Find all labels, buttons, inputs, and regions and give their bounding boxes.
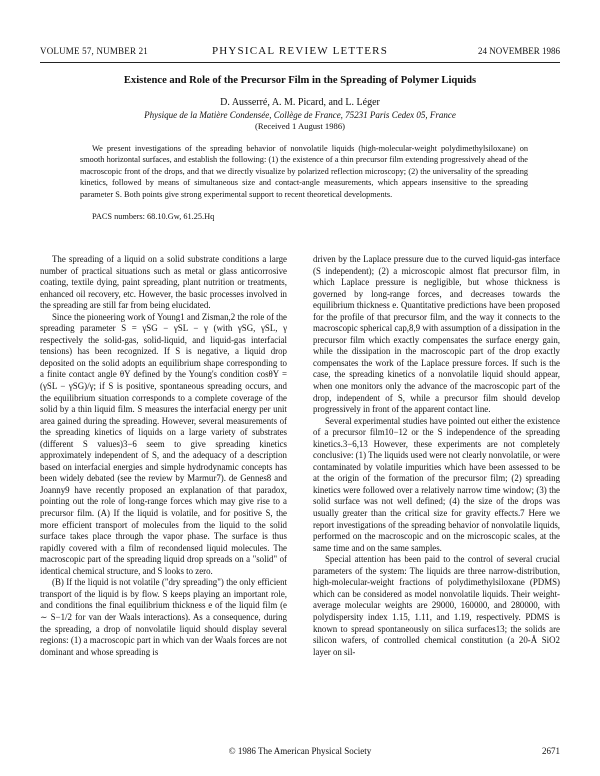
paragraph: driven by the Laplace pressure due to the curved liquid-gas interface (S independent); (2) a microscopic almost flat precursor film, in which Laplace pressure is negligible, but whose thickness is governed by long-range forces, and decreases towards the equilibrium thickness e. Quantitative predictions have been proposed for the profile of that precursor film, and the way it connects to the macroscopic spherical cap,8,9 with assumption of a dissipation in the precursor film which exactly compensates the surface energy gain, while the dissipation in the macroscopic part of the drop exactly compensates the work of the Laplace pressure forces. If such is the case, the spreading kinetics of a nonvolatile liquid should appear, when one monitors only the advance of the macroscopic part of the drop, independent of S, while a precursor film should develop progressively in front of the apparent contact line. <box>313 254 560 415</box>
running-header <box>40 46 560 60</box>
journal-name: PHYSICAL REVIEW LETTERS <box>211 45 389 57</box>
volume-number: VOLUME 57, NUMBER 21 <box>40 46 149 56</box>
header-rule <box>40 62 560 63</box>
paragraph: Since the pioneering work of Young1 and Zisman,2 the role of the spreading parameter S = γSG − γSL − γ (with γSG, γSL, γ respectively the solid-gas, solid-liquid, and liquid-gas interfacial tensions) has been recognized. If S is negative, a liquid drop deposited on the solid adopts an equilibrium shape corresponding to a finite contact angle θY defined by the Young's condition cosθY = (γSL − γSG)/γ; if S is positive, spontaneous spreading occurs, and the equilibrium situation corresponds to a complete coverage of the solid by a thin liquid film. S measures the interfacial energy per unit area gained during the spreading. However, several measurements of the spreading kinetics of liquids on a large variety of substrates (different S values)3−6 seem to give spreading kinetics approximately independent of S, and the adequacy of a description based on interfacial energies and simple hydrodynamic concepts has been widely debated (see the review by Marmur7). de Gennes8 and Joanny9 have recently proposed an explanation of that paradox, pointing out the role of long-range forces which may give rise to a precursor film. (A) If the liquid is volatile, and for positive S, the more efficient transport of molecules from the liquid to the solid surface takes place through the vapor phase. The surface is thus rapidly covered with a film of recondensed liquid molecules. The macroscopic part of the spreading liquid drop spreads on a "solid" of identical chemical structure, and S looks to zero. <box>40 311 287 576</box>
paragraph: Several experimental studies have pointed out either the existence of a precursor film10−12 or the S independence of the spreading kinetics.3−6,13 However, these experiments are not completely conclusive: (1) The liquids used were not clearly nonvolatile, or were contaminated by volatile impurities which have been assessed to be at the origin of the formation of the precursor film; (2) spreading kinetics were followed over a relatively narrow time window; (3) the solid surface was not well defined; (4) the size of the drops was usually greater than the critical size for gravity effects.7 Here we report investigations of the spreading behavior of nonvolatile liquids, performed on the macroscopic and on the microscopic scales, at the same time and on the same samples. <box>313 415 560 553</box>
issue-date: 24 NOVEMBER 1986 <box>477 46 560 56</box>
copyright-notice: © 1986 The American Physical Society <box>228 746 372 756</box>
received-date: (Received 1 August 1986) <box>255 121 345 131</box>
author-list: D. Ausserré, A. M. Picard, and L. Léger <box>220 97 380 108</box>
affiliation: Physique de la Matière Condensée, Collège de France, 75231 Paris Cedex 05, France <box>144 110 456 120</box>
paragraph: The spreading of a liquid on a solid substrate conditions a large number of practical situations such as metal or glass anticorrosive coating, textile dying, paint spreading, plant nutrition or treatments, enhanced oil recovery, etc. However, the basic processes involved in the spreading are still far from being elucidated. <box>40 254 287 311</box>
right-column <box>313 254 560 658</box>
paper-title: Existence and Role of the Precursor Film in the Spreading of Polymer Liquids <box>123 75 477 86</box>
page-number: 2671 <box>542 746 560 756</box>
left-column <box>40 254 287 658</box>
abstract: We present investigations of the spreading behavior of nonvolatile liquids (high-molecular-weight polydimethylsiloxane) on smooth horizontal surfaces, and establish the following: (1) the existence of a thin precursor film extending progressively ahead of the macroscopic front of the drops, and that we directly visualize by polarized reflection microscopy; (2) the universality of the spreading kinetics, followed by means of simultaneous size and contact-angle measurements, which appears insensitive to the spreading parameter S. Both points give strong experimental support to recent theoretical developments. <box>80 144 528 199</box>
pacs-numbers: PACS numbers: 68.10.Gw, 61.25.Hq <box>92 212 215 221</box>
paragraph: (B) If the liquid is not volatile ("dry spreading") the only efficient transport of the liquid is by flow. S keeps playing an important role, and conditions the final equilibrium thickness e of the liquid film (e ∼ S−1/2 for van der Waals interactions). As a consequence, during the spreading, a drop of nonvolatile liquid should display several regions: (1) a macroscopic part in which van der Waals forces are not dominant and whose spreading is <box>40 577 287 657</box>
paragraph: Special attention has been paid to the control of several crucial parameters of the system: The liquids are three narrow-distribution, high-molecular-weight fractions of polydimethylsiloxane (PDMS) which can be considered as model nonvolatile liquids. Their weight-average molecular weights are 29000, 160000, and 280000, with polydispersity index 1.15, 1.11, and 1.19, respectively. PDMS is known to spread spontaneously on silica surfaces13; the solids are silicon wafers, of controlled chemical constitution (a 20-Å SiO2 layer on sil- <box>313 554 560 657</box>
